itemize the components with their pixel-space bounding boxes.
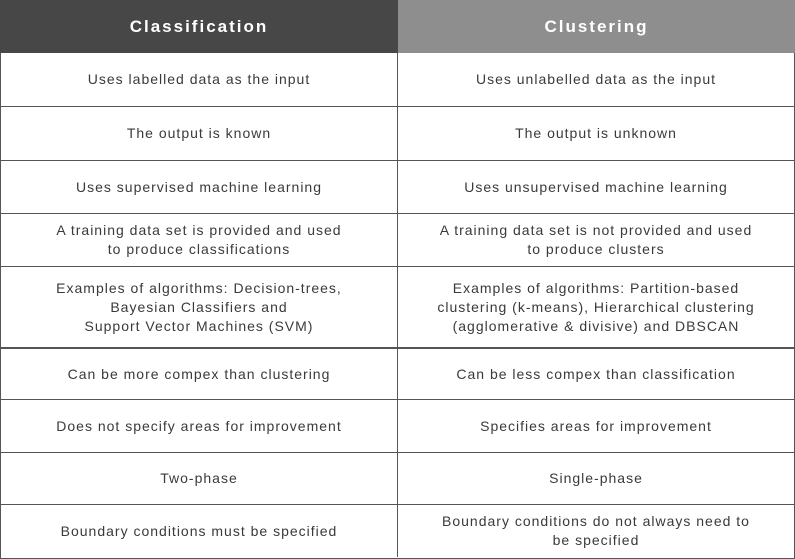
classification-cell <box>1 400 398 452</box>
cell-text <box>437 279 754 336</box>
cell-line: Boundary conditions do not always need to <box>442 513 750 529</box>
table-row <box>1 452 794 504</box>
classification-cell <box>1 349 398 399</box>
header-classification: Classification <box>0 0 398 53</box>
cell-text <box>160 469 237 488</box>
cell-line: Specifies areas for improvement <box>480 417 712 434</box>
cell-line: Support Vector Machines (SVM) <box>84 317 314 334</box>
cell-line: Boundary conditions must be specified <box>60 522 338 539</box>
cell-line: be specified <box>552 532 640 548</box>
classification-cell <box>1 53 398 106</box>
cell-line: Does not specify areas for improvement <box>56 417 342 434</box>
cell-text <box>61 522 338 541</box>
cell-text <box>476 70 716 89</box>
clustering-cell <box>398 267 794 347</box>
cell-line: Examples of algorithms: Decision-trees, <box>56 279 342 296</box>
table-row <box>1 347 794 399</box>
cell-text <box>515 124 677 143</box>
cell-line: Can be less compex than classification <box>456 365 736 382</box>
cell-line: to produce clusters <box>527 241 665 257</box>
cell-line: A training data set is provided and used <box>56 222 342 238</box>
cell-line: Two-phase <box>160 470 238 486</box>
header-row <box>0 0 795 53</box>
cell-text <box>464 178 728 197</box>
cell-line: Uses labelled data as the input <box>87 71 311 87</box>
cell-line: (agglomerative & divisive) and DBSCAN <box>452 317 740 334</box>
table-row <box>1 266 794 347</box>
cell-line: to produce classifications <box>107 241 291 257</box>
clustering-cell <box>398 505 794 557</box>
table-row <box>1 213 794 266</box>
clustering-cell <box>398 53 794 106</box>
clustering-cell <box>398 107 794 160</box>
cell-text <box>56 221 341 259</box>
classification-cell <box>1 505 398 557</box>
cell-line: Bayesian Classifiers and <box>110 298 288 315</box>
cell-line: The output is unknown <box>515 125 677 141</box>
cell-line: A training data set is not provided and used <box>439 222 753 238</box>
table-row <box>1 106 794 160</box>
clustering-cell <box>398 161 794 213</box>
cell-text <box>88 70 310 89</box>
cell-text <box>76 178 322 197</box>
table-row <box>1 504 794 557</box>
cell-text <box>56 417 341 436</box>
clustering-cell <box>398 400 794 452</box>
table-row <box>1 399 794 452</box>
cell-line: Uses unlabelled data as the input <box>475 71 717 87</box>
clustering-cell <box>398 349 794 399</box>
cell-text <box>68 365 331 384</box>
table-row <box>1 160 794 213</box>
cell-line: Can be more compex than clustering <box>67 365 331 382</box>
cell-text <box>549 469 643 488</box>
table-row <box>1 53 794 106</box>
cell-line: Single-phase <box>549 470 643 486</box>
clustering-cell <box>398 453 794 504</box>
cell-text <box>442 512 750 550</box>
classification-cell <box>1 214 398 266</box>
classification-cell <box>1 453 398 504</box>
cell-text <box>480 417 712 436</box>
cell-text <box>456 365 735 384</box>
table-body <box>0 53 795 559</box>
cell-line: Examples of algorithms: Partition-based <box>452 279 740 296</box>
classification-cell <box>1 267 398 347</box>
header-clustering: Clustering <box>398 0 795 53</box>
classification-cell <box>1 161 398 213</box>
clustering-cell <box>398 214 794 266</box>
cell-line: The output is known <box>126 125 272 141</box>
cell-line: clustering (k-means), Hierarchical clustering <box>437 298 755 315</box>
cell-text <box>56 279 342 336</box>
cell-line: Uses supervised machine learning <box>76 178 322 195</box>
cell-text <box>127 124 271 143</box>
cell-text <box>440 221 753 259</box>
classification-cell <box>1 107 398 160</box>
cell-line: Uses unsupervised machine learning <box>464 178 728 195</box>
